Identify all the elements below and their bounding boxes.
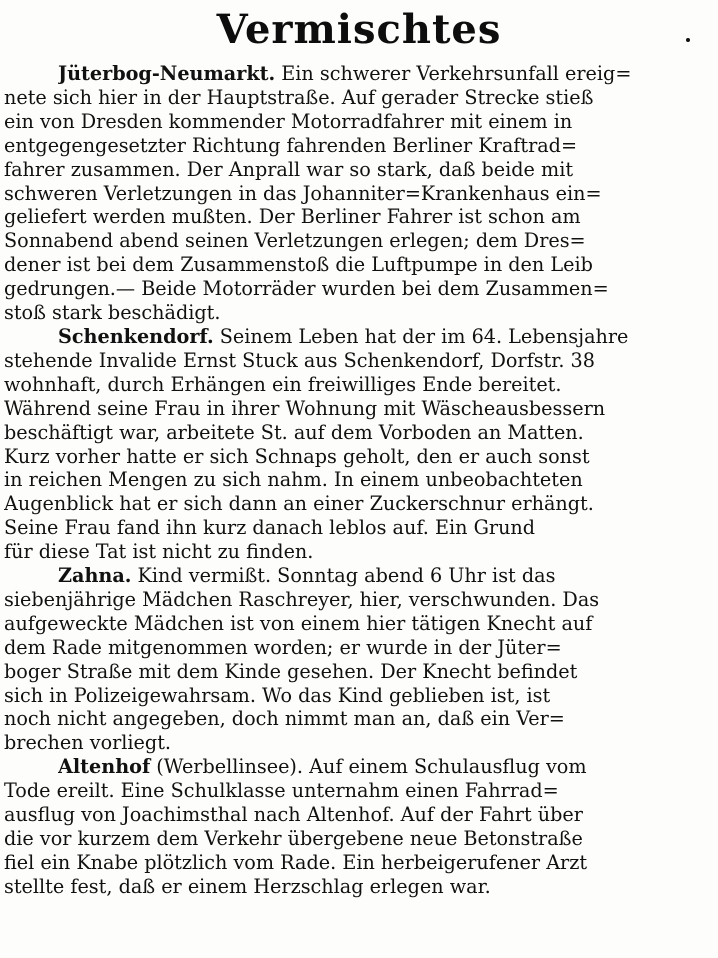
text-line: gedrungen.— Beide Motorräder wurden bei dem Zusammen=	[4, 277, 609, 301]
text-line: Kurz vorher hatte er sich Schnaps geholt, den er auch sonst	[4, 444, 590, 468]
text-line: stehende Invalide Ernst Stuck aus Schenkendorf, Dorfstr. 38	[4, 348, 595, 372]
article-text: Kind vermißt. Sonntag abend 6 Uhr ist das	[131, 564, 556, 588]
text-line: boger Straße mit dem Kinde gesehen. Der Knecht befindet	[4, 659, 578, 683]
text-line	[58, 325, 708, 349]
text-line: wohnhaft, durch Erhängen ein freiwilliges Ende bereitet.	[4, 372, 562, 396]
text-line: aufgeweckte Mädchen ist von einem hier tätigen Knecht auf	[4, 611, 593, 635]
text-line: Augenblick hat er sich dann an einer Zuckerschnur erhängt.	[4, 492, 594, 516]
text-line: ein von Dresden kommender Motorradfahrer mit einem in	[4, 109, 573, 133]
cut-off-line	[58, 948, 698, 958]
text-line: sich in Polizeigewahrsam. Wo das Kind geblieben ist, ist	[4, 683, 551, 707]
text-line: entgegengesetzter Richtung fahrenden Berliner Kraftrad=	[4, 133, 578, 157]
text-line: fahrer zusammen. Der Anprall war so stark, daß beide mit	[4, 157, 574, 181]
article-paragraph	[4, 564, 708, 755]
text-line: schweren Verletzungen in das Johanniter=Krankenhaus ein=	[4, 181, 602, 205]
text-line	[58, 62, 708, 86]
article-dateline: Jüterbog-Neumarkt.	[58, 62, 276, 85]
text-line	[58, 564, 708, 588]
section-heading: Vermischtes	[216, 6, 502, 53]
text-line: stoß stark beschädigt.	[4, 301, 221, 325]
text-line: für diese Tat ist nicht zu finden.	[4, 540, 314, 564]
text-line: die vor kurzem dem Verkehr übergebene neue Betonstraße	[4, 827, 583, 850]
article-text: Ein schwerer Verkehrsunfall ereig=	[275, 62, 632, 85]
text-line: geliefert werden mußten. Der Berliner Fahrer ist schon am	[4, 205, 581, 229]
article-dateline: Schenkendorf.	[58, 324, 214, 348]
text-line: dener ist bei dem Zusammenstoß die Luftpumpe in den Leib	[4, 253, 593, 277]
text-line: noch nicht angegeben, doch nimmt man an, daß ein Ver=	[4, 707, 565, 731]
article-dateline: Altenhof	[58, 755, 151, 779]
article-dateline: Zahna.	[58, 564, 132, 588]
text-line: in reichen Mengen zu sich nahm. In einem unbeobachteten	[4, 468, 583, 492]
text-line: Während seine Frau in ihrer Wohnung mit Wäscheausbessern	[4, 396, 606, 420]
article-paragraph	[4, 62, 708, 325]
text-line: Seine Frau fand ihn kurz danach leblos auf. Ein Grund	[4, 516, 536, 540]
article-paragraph	[4, 324, 708, 564]
text-line: Sonnabend abend seinen Verletzungen erlegen; dem Dres=	[4, 229, 586, 253]
text-line: brechen vorliegt.	[4, 731, 172, 755]
article-paragraph	[4, 755, 708, 898]
article-column	[4, 62, 708, 899]
text-line: Tode ereilt. Eine Schulklasse unternahm einen Fahrrad=	[4, 779, 559, 803]
article-text: Seinem Leben hat der im 64. Lebensjahre	[213, 324, 629, 348]
text-line: stellte fest, daß er einem Herzschlag erlegen war.	[4, 874, 491, 898]
text-line: dem Rade mitgenommen worden; er wurde in der Jüter=	[4, 635, 562, 659]
article-text: (Werbellinsee). Auf einem Schulausflug vom	[150, 755, 587, 779]
text-line: nete sich hier in der Hauptstraße. Auf gerader Strecke stieß	[4, 85, 594, 109]
text-line: fiel ein Knabe plötzlich vom Rade. Ein herbeigerufener Arzt	[4, 850, 588, 874]
text-line: beschäftigt war, arbeitete St. auf dem Vorboden an Matten.	[4, 420, 584, 444]
text-line: siebenjährige Mädchen Raschreyer, hier, verschwunden. Das	[4, 587, 600, 611]
text-line: ausflug von Joachimsthal nach Altenhof. Auf der Fahrt über	[4, 803, 583, 827]
speck-mark	[686, 38, 690, 42]
text-line	[58, 755, 708, 779]
